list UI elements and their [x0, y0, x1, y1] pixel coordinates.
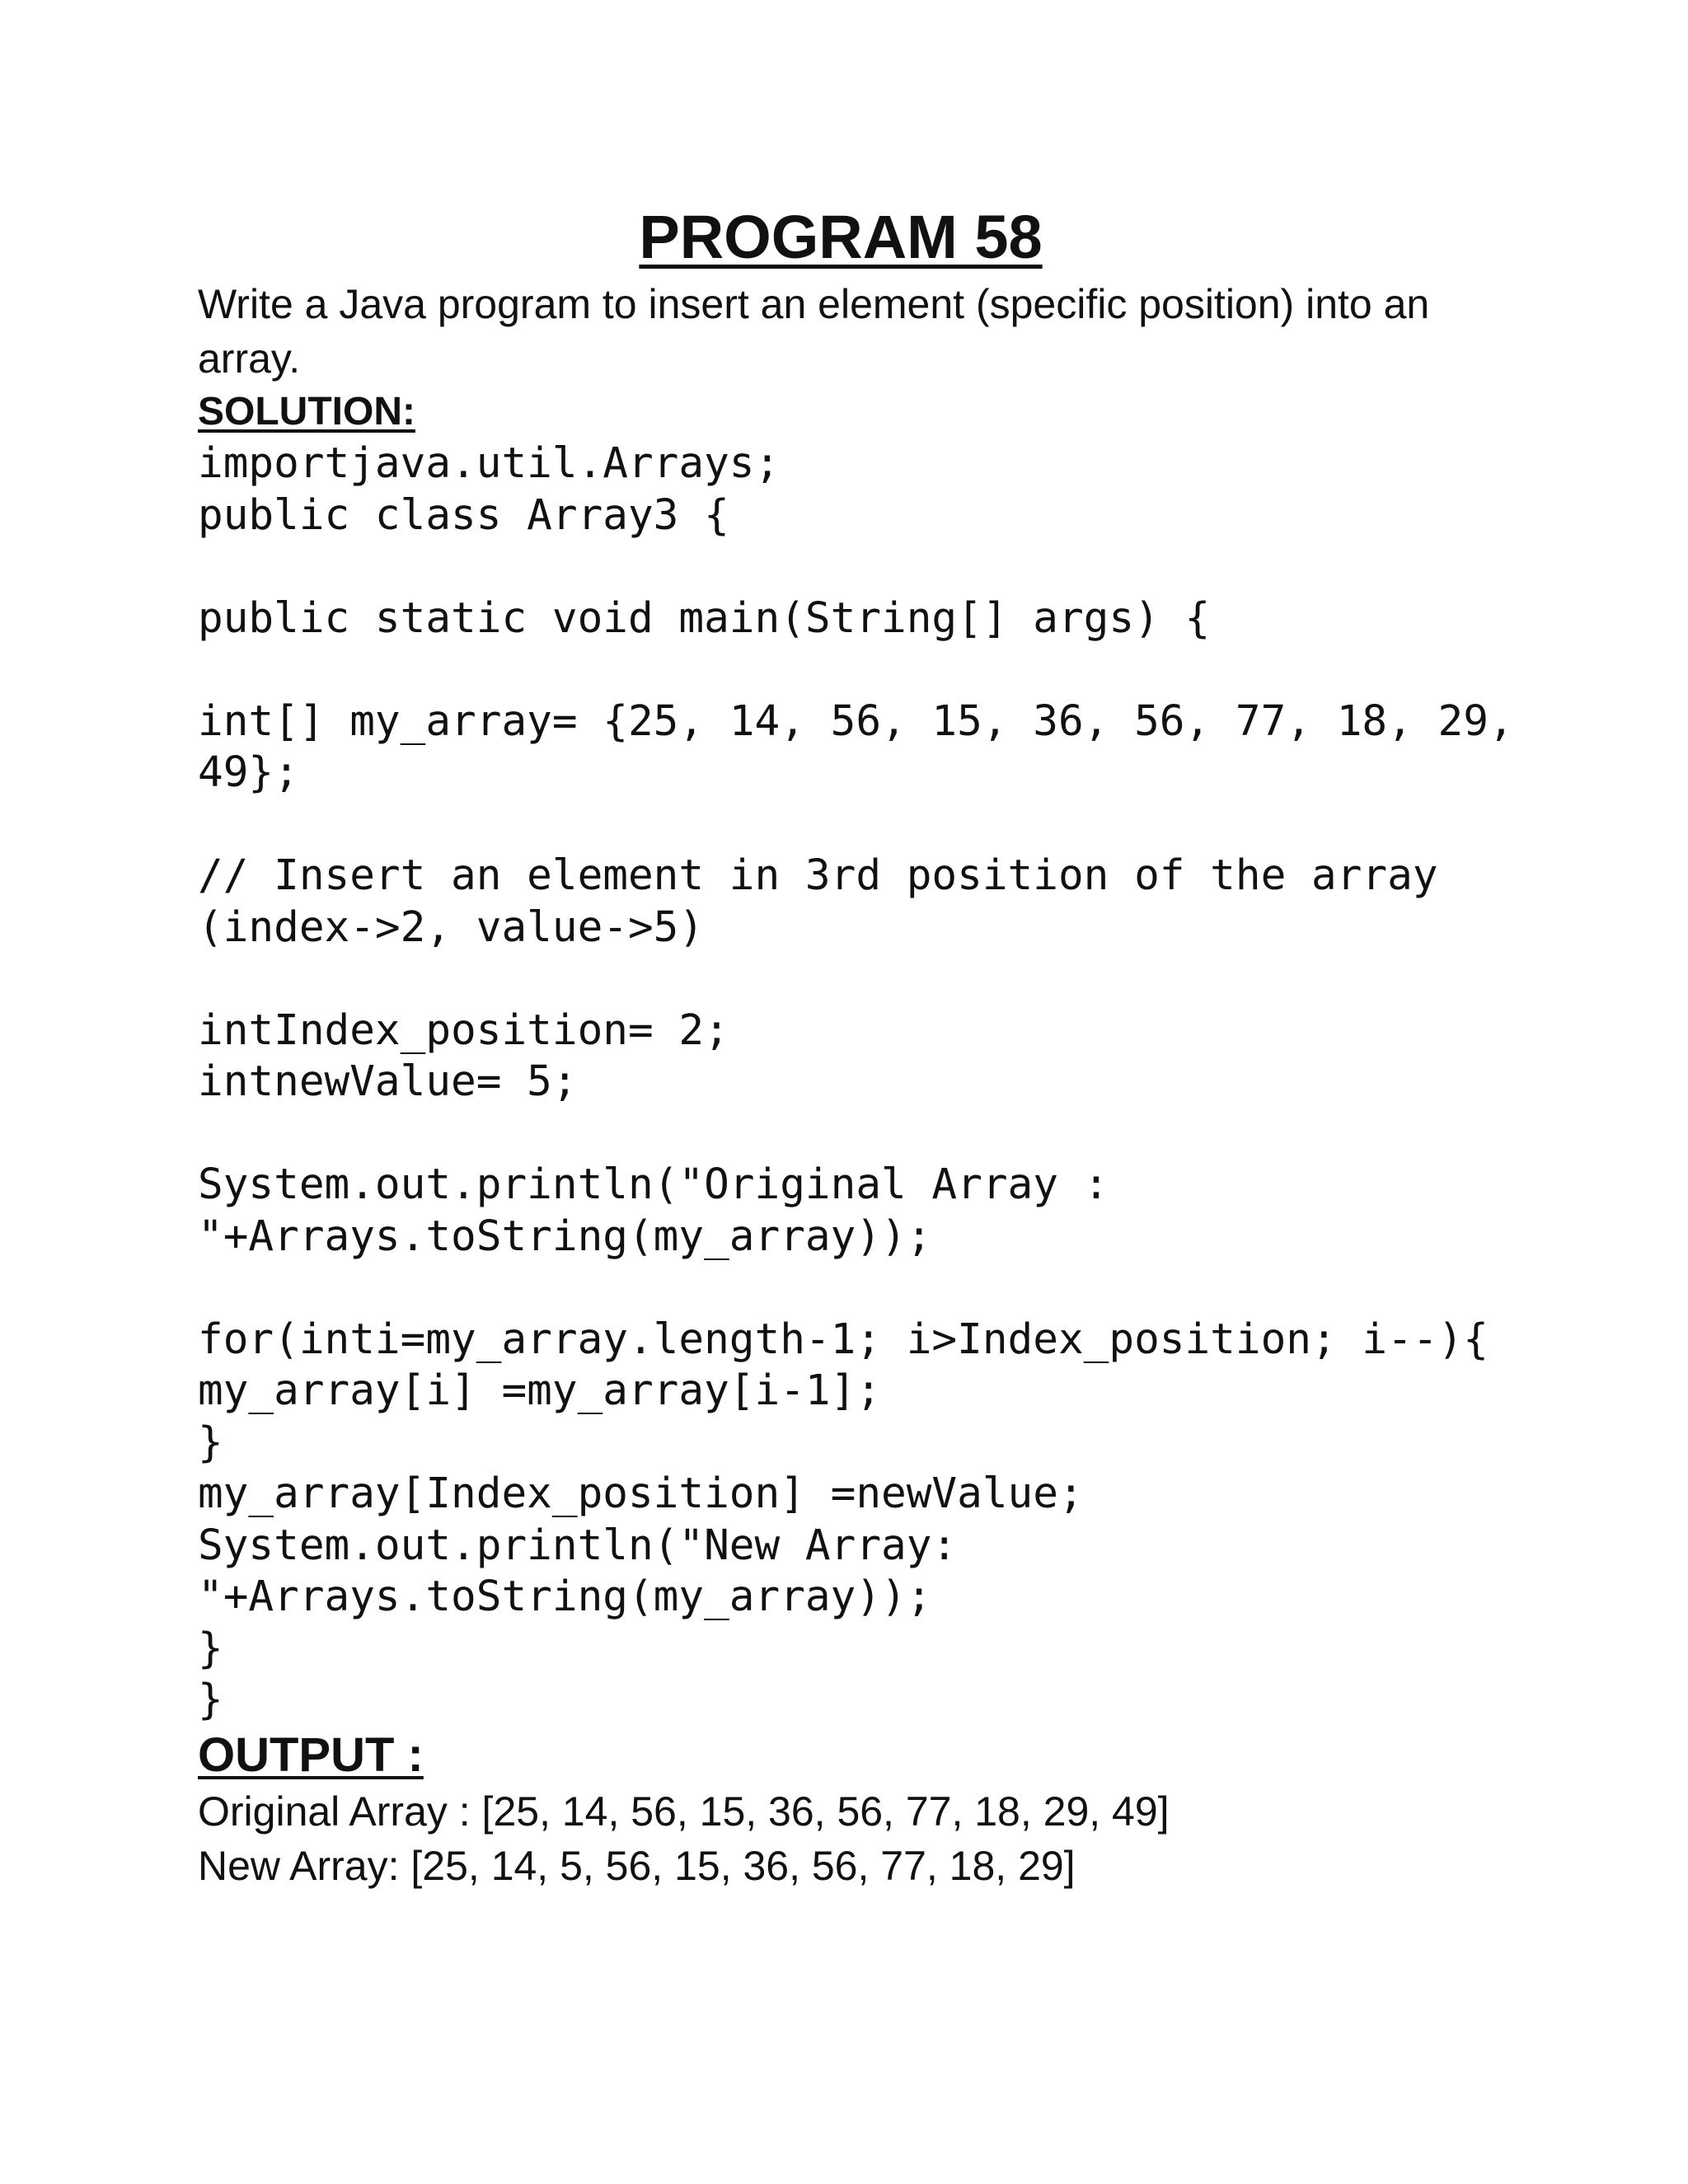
code-line: importjava.util.Arrays;: [198, 439, 781, 488]
code-line: public class Array3 {: [198, 490, 729, 540]
code-line: [198, 1108, 1484, 1160]
page-title: [198, 198, 1484, 277]
code-line: for(inti=my_array.length-1; i>Index_position; i--){: [198, 1315, 1489, 1364]
question-text: [198, 277, 1484, 386]
page-title-text: PROGRAM 58: [639, 203, 1043, 271]
output-line: Original Array : [25, 14, 56, 15, 36, 56, 77, 18, 29, 49]: [198, 1788, 1170, 1835]
code-line: int[] my_array= {25, 14, 56, 15, 36, 56, 77, 18, 29,: [198, 696, 1514, 746]
code-block: [198, 438, 1514, 1727]
code-line: [198, 644, 1484, 696]
code-line: "+Arrays.toString(my_array));: [198, 1212, 932, 1261]
code-line: my_array[i] =my_array[i-1];: [198, 1366, 882, 1415]
output-block: [198, 1784, 1484, 1893]
code-line: [198, 799, 1484, 851]
code-line: public static void main(String[] args) {: [198, 593, 1211, 643]
code-line: (index->2, value->5): [198, 902, 705, 952]
code-line: System.out.println("New Array:: [198, 1521, 958, 1570]
code-line: 49};: [198, 748, 299, 797]
output-heading: OUTPUT :: [198, 1727, 424, 1782]
question-line: Write a Java program to insert an element (specific position) into an: [198, 281, 1430, 327]
document-content: [198, 198, 1514, 1893]
code-line: System.out.println("Original Array :: [198, 1160, 1109, 1209]
code-line: }: [198, 1675, 223, 1724]
code-line: }: [198, 1624, 223, 1673]
code-line: intIndex_position= 2;: [198, 1005, 729, 1055]
code-line: }: [198, 1418, 223, 1467]
code-line: // Insert an element in 3rd position of the array: [198, 851, 1438, 900]
question-line: array.: [198, 335, 301, 382]
code-line: [198, 954, 1484, 1005]
code-line: intnewValue= 5;: [198, 1057, 578, 1106]
code-line: my_array[Index_position] =newValue;: [198, 1469, 1084, 1518]
code-line: [198, 1263, 1484, 1315]
code-line: [198, 541, 1484, 593]
output-line: New Array: [25, 14, 5, 56, 15, 36, 56, 77, 18, 29]: [198, 1842, 1076, 1889]
code-line: "+Arrays.toString(my_array));: [198, 1572, 932, 1621]
solution-heading: SOLUTION:: [198, 390, 415, 434]
